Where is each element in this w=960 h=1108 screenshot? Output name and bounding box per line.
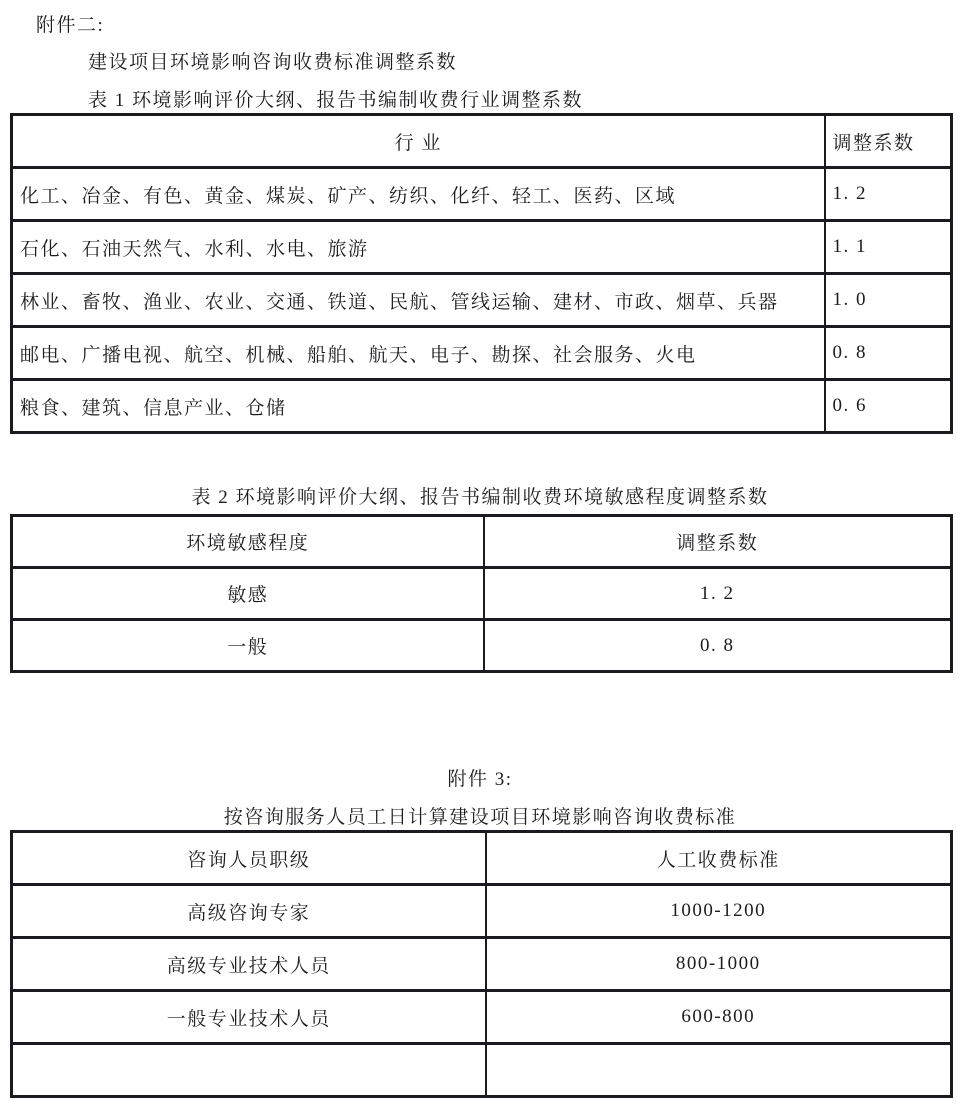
table3-header-rank: 咨询人员职级 [12, 832, 486, 885]
table3-header-fee: 人工收费标准 [486, 832, 952, 885]
table1-coefficient-cell: 1. 0 [825, 274, 952, 327]
table-row [12, 568, 952, 620]
table1-industry-cell: 粮食、建筑、信息产业、仓储 [12, 380, 825, 433]
table3-rank-cell: 高级咨询专家 [12, 885, 486, 938]
attachment-3-label: 附件 3: [447, 769, 513, 790]
table1-industry-cell: 邮电、广播电视、航空、机械、船舶、航天、电子、勘探、社会服务、火电 [12, 327, 825, 380]
table3-rank-cell: 高级专业技术人员 [12, 938, 486, 991]
table1-coefficient-cell: 0. 8 [825, 327, 952, 380]
table2-header-coefficient: 调整系数 [484, 516, 952, 568]
table2-sensitivity-cell: 敏感 [12, 568, 484, 620]
table-row [12, 274, 952, 327]
table2-sensitivity-coefficients [10, 514, 953, 673]
table3-fee-cell: 1000-1200 [486, 885, 952, 938]
table1-industry-cell: 林业、畜牧、渔业、农业、交通、铁道、民航、管线运输、建材、市政、烟草、兵器 [12, 274, 825, 327]
table1-coefficient-cell: 1. 2 [825, 168, 952, 221]
table3-caption: 按咨询服务人员工日计算建设项目环境影响咨询收费标准 [223, 807, 737, 828]
table1-coefficient-cell: 0. 6 [825, 380, 952, 433]
table-row [12, 168, 952, 221]
table1-header-industry: 行 业 [12, 115, 825, 168]
table2-coefficient-cell: 0. 8 [484, 620, 952, 672]
table1-industry-coefficients [10, 113, 953, 434]
table3-labor-fee-standards [10, 830, 953, 1098]
table-row [12, 1044, 952, 1097]
table1-coefficient-cell: 1. 1 [825, 221, 952, 274]
table3-header-row [12, 832, 952, 885]
table1-header-row [12, 115, 952, 168]
table3-rank-cell-empty [12, 1044, 486, 1097]
table-row [12, 991, 952, 1044]
table2-caption: 表 2 环境影响评价大纲、报告书编制收费环境敏感程度调整系数 [191, 487, 769, 508]
table3-fee-cell: 800-1000 [486, 938, 952, 991]
attachment-2-label: 附件二: [36, 15, 105, 36]
table-row [12, 327, 952, 380]
table1-industry-cell: 石化、石油天然气、水利、水电、旅游 [12, 221, 825, 274]
table2-header-row [12, 516, 952, 568]
table2-sensitivity-cell: 一般 [12, 620, 484, 672]
table-row [12, 938, 952, 991]
table3-fee-cell-empty [486, 1044, 952, 1097]
table1-caption: 表 1 环境影响评价大纲、报告书编制收费行业调整系数 [88, 90, 584, 111]
table3-fee-cell: 600-800 [486, 991, 952, 1044]
document-title: 建设项目环境影响咨询收费标准调整系数 [88, 52, 458, 73]
table2-coefficient-cell: 1. 2 [484, 568, 952, 620]
table1-industry-cell: 化工、冶金、有色、黄金、煤炭、矿产、纺织、化纤、轻工、医药、区域 [12, 168, 825, 221]
table-row [12, 620, 952, 672]
table2-header-sensitivity: 环境敏感程度 [12, 516, 484, 568]
table3-rank-cell: 一般专业技术人员 [12, 991, 486, 1044]
table1-header-coefficient: 调整系数 [825, 115, 952, 168]
table-row [12, 885, 952, 938]
table-row [12, 380, 952, 433]
table-row [12, 221, 952, 274]
